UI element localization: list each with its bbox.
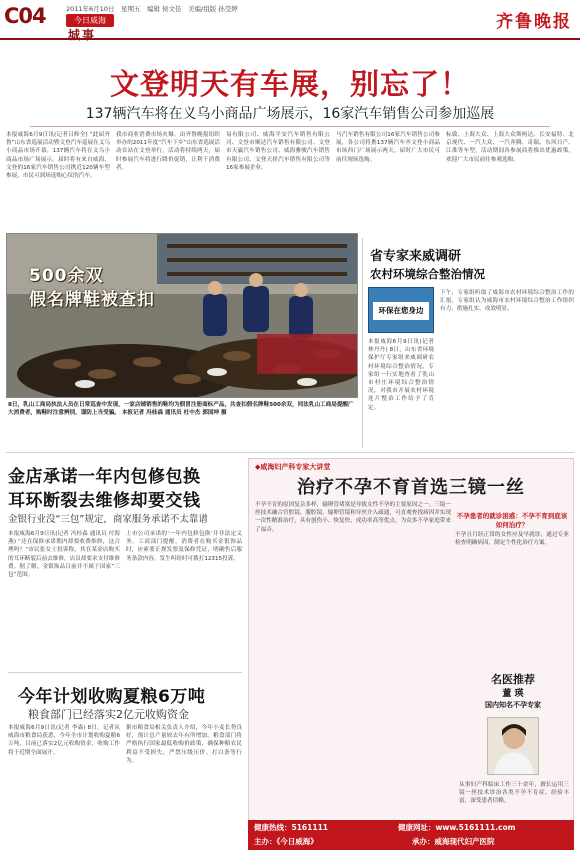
advertorial-footer <box>248 834 574 850</box>
footer-website: 健康网址：www.5161111.com <box>398 823 516 832</box>
masthead <box>0 0 580 40</box>
lead-text-col-4: 马汽车销售有限公司16家汽车销售公司参展，各公司将携137辆汽车齐文登小商品市场西门广场展示两天，届时广大市民可前往现场选购。 <box>336 132 440 163</box>
photo-overlay-title <box>29 264 155 312</box>
lead-text-col-1: 本报威海6月9日讯(记者吕修全) “此届齐鲁”山东省巡展活动暨文登汽车巡展在义乌小商品市场开幕，137辆汽车将在义乌小商品市场广场展示。届时将有来自威海、文登的16家汽车销售公司携近120辆车型参展，市民可到场选购心仪的汽车。 <box>6 132 110 180</box>
side-story-text-right: 下午，专家组听取了威海市农村环境综合整治工作的汇报，专家组认为威海市农村环境综合整治工作组织有力、措施扎实、成效明显。 <box>440 290 574 313</box>
advertorial-tag: ◆威海妇产科专家大讲堂 <box>255 463 331 471</box>
side-story-text-left: 本报威海6月9日讯(记者 林丹丹) 8日，山东省环境保护厅专家组来威调研农村环境综合整治情况，专家组一行实地查看了乳山市村庄环境综合整治情况，对我市开展农村环境连片整治工作给予了肯定。 <box>368 339 434 411</box>
health-advertorial <box>248 458 574 834</box>
expert-bio: 从事妇产科临床工作三十余年，擅长运用三镜一丝技术诊治各类不孕不育症，经验丰富，深受患者信赖。 <box>459 782 569 805</box>
lead-text-col-3: 易有限公司、威海平安汽车销售有限公司、文登市顺达汽车销售有限公司、文登市天赢汽车销售公司、威海雅骏汽车销售有限公司、文登天择汽车销售有限公司等16家参展企业。 <box>226 132 330 171</box>
advertorial-title: 治疗不孕不育首选三镜一丝 <box>297 477 525 498</box>
column-divider <box>362 238 363 448</box>
side-story-title: 省专家来威调研 <box>370 249 462 264</box>
advertorial-text-right: 不孕且月经正常的女性应及早就诊，通过专业检查明确病因，制定个性化治疗方案。 <box>455 532 569 547</box>
story2-title-2: 耳环断裂去维修却要交钱 <box>8 491 201 511</box>
advertorial-subheading: 不孕患者的就诊困惑：不孕不育到底该如何治疗？ <box>456 512 568 529</box>
news-photo <box>6 233 358 398</box>
photo-caption: 8日，乳山工商局执法人员在日常巡查中发现，一家店铺销售的鞋均为假冒注册商标产品，共查扣假名牌鞋500余双，同法乳山工商局提醒广大消费者，购鞋时注意辨别，谨防上当受骗。 本报记者 冯桂森 通讯员 杜中杰 郭国坤 摄 <box>8 402 354 417</box>
issue-meta: 2011年6月10日 星期五 编辑 侯文佳 美编/组版 孙莹婷 <box>66 5 238 13</box>
story2-text-col-1: 本报威海6月9日讯(记者 冯桂森 通讯员 付海燕) “还在保修承诺期内却要收费维修，这合理吗？”市民张女士投诉称，其在某金店购买的耳环断裂后前去维修，店员却要求支付维修费。据了解，金银饰品目前并不属于国家“三包”范围。 <box>8 531 120 579</box>
lead-text-col-2: 我市商业消费市场火爆。由齐鲁晚报组织举办的2011年度“汽车下乡”山东省巡展活动首站在文登举行，活动将持续两天，届时参展汽车将进行降价促销，让利于消费者。 <box>116 132 220 171</box>
side-story-title-2: 农村环境综合整治情况 <box>370 267 485 281</box>
footer-organizer: 承办：威海现代妇产医院 <box>412 837 495 846</box>
footer-phone: 健康热线：5161111 <box>254 823 329 832</box>
environment-sign-photo <box>368 287 434 333</box>
divider <box>8 672 242 673</box>
lead-headline: 文登明天有车展，别忘了！ <box>109 67 470 101</box>
story3-title: 今年计划收购夏粮6万吨 <box>18 687 206 707</box>
story3-text-col-1: 本报威海6月9日讯(记者 李森) 8日，记者从威海市粮食局获悉，今年全市计划收购夏粮6万吨，目前已落实2亿元收购资金，收购工作将于近期全面展开。 <box>8 725 120 756</box>
page-number: C04 <box>4 4 46 28</box>
expert-role: 国内知名不孕专家 <box>485 701 541 709</box>
photo-overlay-line-1: 500余双 <box>29 266 104 286</box>
story3-text-col-2: 据市粮食局相关负责人介绍，今年小麦长势良好，预计总产量较去年有所增加。粮食部门将严格执行国家最低收购价政策，确保种粮农民利益不受损失，严禁压级压价、打白条等行为。 <box>126 725 242 764</box>
photo-overlay-line-2: 假名牌鞋被查扣 <box>29 290 155 310</box>
shoe-seizure-photo <box>7 234 358 398</box>
expert-portrait <box>487 717 539 775</box>
story2-subtitle: 金银行业没“三包”规定，商家服务承诺不太靠谱 <box>8 514 208 525</box>
expert-section-title: 名医推荐 <box>491 673 535 686</box>
story2-text-col-2: 上市公司承诺的‘一年内包修包换’并非法定义务。工商部门提醒，消费者在购买金银饰品时，应索要正规发票及保修凭证，明确售后服务条款内容，发生纠纷时可拨打12315投诉。 <box>126 531 242 562</box>
lead-text-col-5: 标致、上海大众、上海大众斯柯达、长安福特、北京现代、一汽大众、一汽奔腾、奇瑞、东风日产、江淮等车型，活动期间各参展商将推出优惠政策，欢迎广大市民前往参观选购。 <box>446 132 574 163</box>
advertorial-text: 不孕不育的原因复杂多样，输卵管堵塞是导致女性不孕的主要原因之一。三镜一丝技术融合宫腔镜、腹腔镜、输卵管镜和导丝介入疏通，可直观查找病因并实现一次性精准治疗，具有创伤小、恢复快、成功率高等优点，为众多不孕家庭带来了福音。 <box>255 502 451 533</box>
divider <box>30 126 550 127</box>
divider <box>6 452 574 453</box>
paper-logo: 齐鲁晚报 <box>496 12 572 32</box>
lead-subhead: 137辆汽车将在义乌小商品广场展示，16家汽车销售公司参加巡展 <box>85 106 495 122</box>
footer-sponsor: 主办：《今日威海》 <box>254 837 318 846</box>
section-name: 城事 <box>68 28 97 42</box>
portrait-graphic <box>488 718 539 775</box>
expert-name: 董 瑛 <box>502 689 524 699</box>
sign-text: 环保在您身边 <box>373 302 429 320</box>
section-tag: 今日威海 <box>66 14 114 27</box>
story2-title: 金店承诺一年内包修包换 <box>8 467 201 487</box>
story3-subtitle: 粮食部门已经落实2亿元收购资金 <box>28 708 189 721</box>
advertorial-contact-bar <box>248 820 574 834</box>
